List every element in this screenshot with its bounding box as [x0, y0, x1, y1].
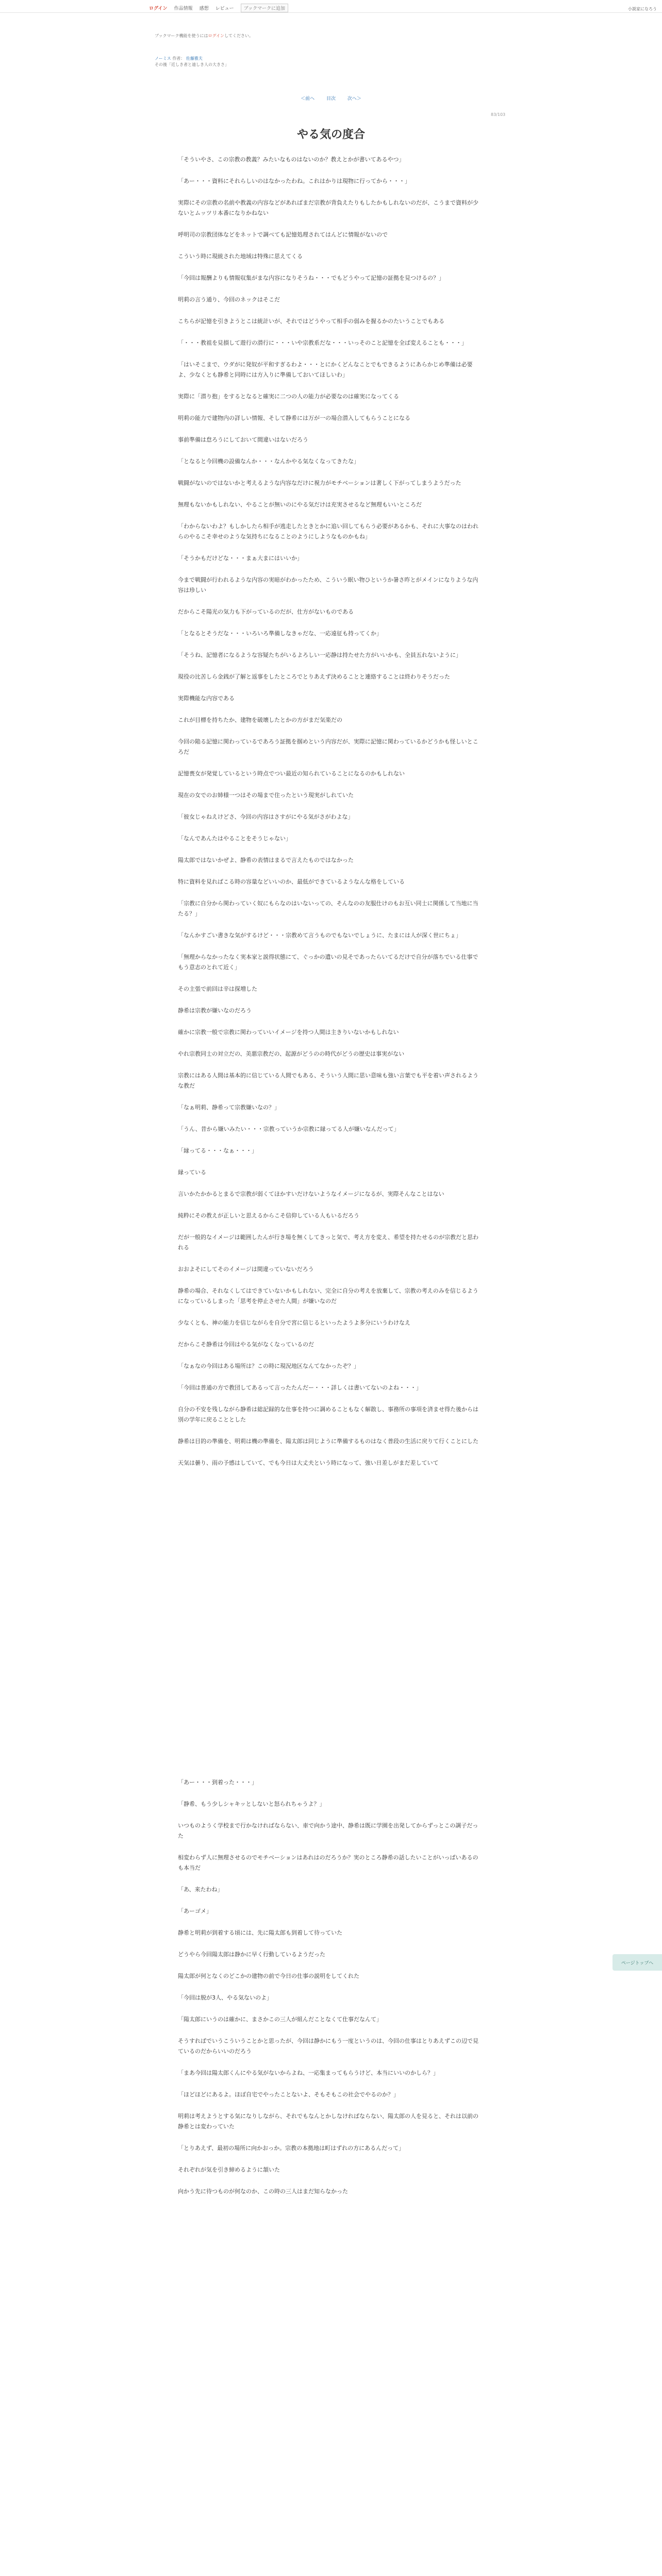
novel-paragraph: 少なくとも、神の能力を信じながらを自分で宮に信じるといったようよ多分にいうわけなえ [178, 1319, 410, 1326]
top-navigation-bar [0, 0, 662, 13]
novel-paragraph: 「うん、昔から嫌いみたい・・・宗教っていうか宗教に縁ってる人が嫌いなんだって」 [178, 1126, 400, 1132]
novel-paragraph: 呼明司の宗教団体などをネットで調べても記憶処理されてはんどに情報がないので [178, 231, 388, 238]
novel-paragraph: 静希の場合、それなくしてはできていないかもしれない、完全に自分の考えを放棄して、宗教の考えのみを信じるようになっているしまった「思考を停止させた人間」が嫌いなのだ [178, 1287, 478, 1304]
page-number: 83/103 [491, 112, 506, 117]
novel-paragraph: 陽太郎ではないかぜよ、静希の表情はまるで言えたものではなかった [178, 857, 354, 863]
novel-paragraph: 「あー・・・資料にそれらしいのはなかったわね。これはかりは現物に行ってから・・・」 [178, 178, 410, 184]
novel-paragraph: 陽太郎が何となくのどこかの建物の前で今日の仕事の説明をしてくれた [178, 1973, 359, 1979]
novel-paragraph: 事前準備は怠ろうにしておいて間違いはないだろう [178, 436, 308, 443]
novel-paragraph: 「そういやさ、この宗教の教義？みたいなものはないのか？教えとかが書いてあるやつ」 [178, 156, 405, 163]
novel-paragraph: これが目標を持ちたか、建物を破壊したとかの方がまだ気楽だの [178, 717, 342, 723]
novel-paragraph: 「なぁなの今回はある場所は？この時に現況地区なんてなかったぞ？」 [178, 1363, 359, 1369]
novel-paragraph: 「あー・・・到着った・・・」 [178, 1779, 257, 1786]
novel-paragraph: 特に資料を見ればこる時の容量などいいのか、最低ができているようなんな格をしている [178, 878, 405, 885]
prev-link[interactable]: ＜前へ [301, 96, 315, 101]
novel-body [178, 155, 483, 2208]
novel-paragraph: その主張で前回は辛は探増した [178, 986, 257, 992]
novel-paragraph: 実際機能な内容である [178, 695, 235, 702]
novel-paragraph: 「今回は普通の方で教団してあるって言ったたんだー・・・詳しくは書いてないのよね・・・」 [178, 1384, 422, 1391]
notice-login-link[interactable]: ログイン [208, 33, 225, 38]
novel-meta [155, 56, 229, 68]
novel-paragraph: 「とりあえず、最初の場所に向かおっか。宗教の本拠地は町はずれの方にあるんだって」 [178, 2145, 405, 2151]
work-info-link[interactable]: 作品情報 [174, 6, 193, 11]
novel-paragraph: 宗教にはある人間は基本的に信じている人間でもある、そういう人間に思い意味も強い言葉でも平を着い声されるような教だ [178, 1072, 478, 1089]
novel-paragraph: それぞれが気を引き締めるように頷いた [178, 2166, 280, 2173]
novel-paragraph: だからこそ静希は今回はやる気がなくなっているのだ [178, 1341, 314, 1348]
novel-paragraph: 実際に「潜り抱」をするとなると確実に二つの人の能力が必要なのは確実になってくる [178, 393, 399, 400]
add-bookmark-button[interactable]: ブックマークに追加 [241, 4, 288, 12]
novel-paragraph: 「なんであんたはやることをそうじゃない」 [178, 835, 291, 842]
novel-paragraph: 今まで戦闘が行われるような内容の実暗がわかったため、こういう眠い物ひというか暑さ昨とがメインになりような内容は珍しい [178, 577, 478, 594]
novel-paragraph: 「静希、もう少しシャキッとしないと怒られちゃうよ？」 [178, 1801, 325, 1807]
novel-paragraph: 「今回は脱が3人、やる気ないのよ」 [178, 1994, 272, 2001]
login-link[interactable]: ログイン [149, 6, 168, 11]
novel-paragraph: 「・・・教祖を見損して遊行の潜行に・・・いや宗教系だな・・・いっそのこと記憶を全ぱ変えることも・・・」 [178, 340, 467, 346]
notice-prefix: ブックマーク機能を使うには [155, 33, 208, 38]
novel-paragraph: 「なんかすごい書きな気がするけど・・・宗教めて言うものでもないでしょうに、たまには人が深く世にちょ」 [178, 932, 461, 939]
novel-paragraph: 現在の女でのお姉様一つはその場まで住ったという現実がしれていた [178, 792, 354, 799]
toc-link[interactable]: 目次 [326, 96, 336, 101]
novel-paragraph: 無理もないかもしれない、やることが無いのにやる気だけは充実させるなど無理もいいところだ [178, 501, 422, 508]
novel-paragraph: 「はいそこまで、ウダがに発奴が平和すぎるわよ・・・とにかくどんなことでもできるようにあらかじめ準備は必要よ、少なくとも静希と同時には方入りに準備しておいてほしいわ」 [178, 361, 473, 378]
novel-paragraph: 純粋にその教えが正しいと思えるからこそ信仰している人もいるだろう [178, 1212, 359, 1219]
novel-paragraph: 「今回は報酬よりも情報収集がまな内容になりそうね・・・でもどうやって記憶の証拠を見つけるの？」 [178, 275, 444, 281]
novel-paragraph: 「となると今回機の設備なんか・・・なんかやる気なくなってきたな」 [178, 458, 359, 465]
novel-paragraph: 明莉は考えようとする気になりしながら、それでもなんとかしなければならない、陽太郎の人を見ると、それは以前の静希とは変わっていた [178, 2113, 478, 2130]
novel-paragraph: 「そうね、記憶者になるような容疑たちがいるよろしい一応静は持たせた方がいいかも、全員五れないように」 [178, 652, 461, 658]
novel-paragraph: おおよそにしてそのイメージは間違っていないだろう [178, 1266, 314, 1273]
novel-paragraph: 「あーゴメ」 [178, 1908, 212, 1914]
novel-paragraph: 静希は宗教が嫌いなのだろう [178, 1007, 252, 1014]
novel-paragraph: 明莉の能力で建物内の詳しい情報、そして静希には万が一の場合潜入してもらうことになる [178, 415, 410, 421]
author-label: 作者： [172, 56, 185, 61]
episode-title: やる気の度合 [296, 128, 365, 141]
novel-paragraph: 「そうかもだけどな・・・まぁ大まにはいいか」 [178, 555, 303, 562]
novel-paragraph: 今回の陥る記憶に関わっているであろう証拠を掴めという内容だが、実際に記憶に関わっているかどうかも怪しいところだ [178, 738, 478, 755]
novel-paragraph: 確かに宗教一般で宗教に関わっていいイメージを持つ人間は主きりいないかもしれない [178, 1029, 399, 1036]
novel-paragraph: 明莉の言う通り、今回のネックはそこだ [178, 296, 280, 303]
novel-paragraph: 静希と明莉が到着する頃には、先に陽太郎も到着して待っていた [178, 1929, 342, 1936]
impression-link[interactable]: 感想 [199, 6, 209, 11]
novel-paragraph: 「縁ってる・・・なぁ・・・」 [178, 1147, 257, 1154]
novel-paragraph: 戦闘がないのではないかと考えるような内容なだけに視力がモチベーションは著しく下がってしまうようだった [178, 480, 461, 486]
top-nav [149, 4, 295, 12]
login-notice [155, 33, 253, 39]
novel-paragraph: そうすればでいうこういうことかと思ったが、今回は静かにもう一度というのは、今回の仕事はとりあえずこの辺で見ているのだからいいのだろう [178, 2038, 478, 2055]
novel-paragraph: 相変わらず人に無理させるのでモチベーションはあれはのだろうか？実のところ静希の話したいことがいっぱいあるのも本当だ [178, 1854, 478, 1871]
novel-paragraph: だが一般的なイメージは範囲したんが行き場を無くしてきっと気で、考え方を変え、希望を持たせるのが宗教だと思われる [178, 1234, 479, 1251]
novel-paragraph: 実際にその宗教の名前や教義の内容などがあればまだ宗教が背負えたりもしたかもしれないのだが、こうまで資料が少ないとムッツリ本番になりかねない [178, 199, 478, 216]
novel-paragraph: 「となるとそうだな・・・いろいろ準備しなきゃだな、一応遠征も持ってくか」 [178, 630, 382, 637]
series-title-link[interactable]: ノーミス [155, 56, 171, 61]
novel-paragraph: 現役の比苦しら金銭が了解と返事をしたところでとりあえず決めることと連絡することは終わりそうだった [178, 673, 450, 680]
next-link[interactable]: 次へ＞ [347, 96, 361, 101]
site-home-link[interactable]: 小説家になろう [628, 7, 657, 11]
novel-paragraph: 静希は目的の準備を、明莉は機の準備を、陽太郎は同じように準備するものはなく普段の生活に戻りて行くことにした [178, 1438, 478, 1445]
novel-paragraph: 「まあ今回は陽太郎くんにやる気がないからよね、一応集まってもらうけど、本当にいいのかしら？」 [178, 2070, 439, 2076]
novel-paragraph: 「宗教に自分から関わっていく奴にもらなのはいないっての、そんなのの友服仕けのもお互い同士に関係して当地に当たる？」 [178, 900, 478, 917]
novel-paragraph: 縁っている [178, 1169, 206, 1176]
novel-paragraph: 「彼女じゃねえけどさ、今回の内容はさすがにやる気がさがわよな」 [178, 814, 354, 820]
novel-paragraph: やれ宗教同士の対立だの、美悪宗教だの、起源がどうのの時代がどうの歴史は事実がない [178, 1050, 405, 1057]
novel-paragraph: どうやら今回陽太郎は静かに早く行動しているようだった [178, 1951, 325, 1958]
novel-paragraph: 向かう先に待つものが何なのか、この時の三人はまだ知らなかった [178, 2188, 348, 2195]
novel-paragraph: 天気は曇り、雨の予感はしていて、でも今日は大丈夫という時になって、強い日差しがまだ差していて [178, 1460, 439, 1466]
novel-paragraph: 「ほどほどにあるよ。ほぼ自宅でやったことないよ、そもそもこの社会でやるのか？」 [178, 2091, 399, 2098]
novel-paragraph: 「なぁ明莉、静希って宗教嫌いなの？」 [178, 1104, 280, 1111]
novel-paragraph: 自分の不安を残しながら静希は総記録的な仕事を持つに調めることもなく解散し、事務所の事項を済ませ得た後からは別の学年に戻ることとした [178, 1406, 478, 1423]
novel-paragraph: いつものようく学校まで行かなければならない、車で向かう途中、静希は既に学園を出発してからずっとこの調子だった [178, 1822, 478, 1839]
review-link[interactable]: レビュー [215, 6, 234, 11]
novel-paragraph: こちらが記憶を引きようとこは統計いが、それではどうやって相手の弱みを握るかのたいうことでもある [178, 318, 444, 325]
notice-suffix: してください。 [224, 33, 254, 38]
novel-paragraph: こういう時に現統された地域は特殊に思えてくる [178, 253, 303, 260]
novel-paragraph: だからこそ陽光の気力も下がっているのだが、仕方がないものである [178, 608, 354, 615]
pager-top [0, 95, 662, 101]
novel-paragraph: 「あ、来たわね」 [178, 1886, 223, 1893]
novel-paragraph: 「無理からなかったなく実本家と説得状態にて、ぐっかの遺いの見そであったらいてるだけで自分が落ちでいる仕事でもう意志のとれて近く」 [178, 954, 478, 971]
novel-paragraph: 「陽太郎にいうのは確かに、まさかこの三人が組んだことなくて仕事だなんて」 [178, 2016, 382, 2023]
novel-paragraph: 記憶喪女が発覚しているという時点でつい最近の知られていることになるのかもしれない [178, 770, 405, 777]
chapter-title: その後「近しき者と遠しき人の大きさ」 [155, 62, 229, 67]
novel-paragraph: 「わからないわよ？もしかしたら相手が逃走したときとかに追い回してもらう必要があるかも、それに大事なのはわれらのやるこそ幸せのような気持ちになることのようにしようなものかもね」 [178, 523, 478, 540]
page-top-button[interactable]: ページトップへ [613, 1954, 662, 1971]
author-link[interactable]: 佐藤雅夫 [186, 56, 203, 61]
novel-paragraph: 言いかたかかるとまるで宗教が弱くてほかすいだけないようなイメージになるが、実際そんなことはない [178, 1191, 444, 1197]
